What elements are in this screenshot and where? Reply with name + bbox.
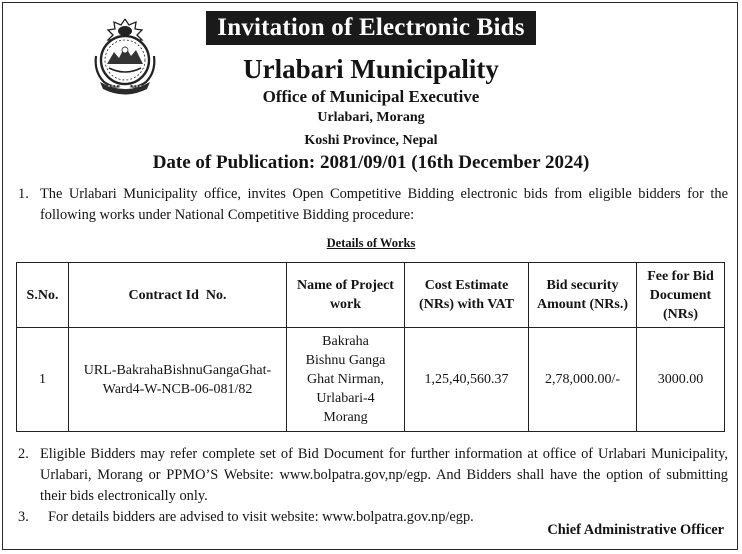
header-project-name: Name of Project work (287, 263, 405, 328)
municipality-name: Urlabari Municipality (243, 54, 499, 84)
address-line-1: Urlabari, Morang (317, 110, 425, 125)
header-bid-security: Bid security Amount (NRs.) (529, 263, 637, 328)
cell-fee: 3000.00 (637, 328, 725, 432)
header-fee: Fee for Bid Document (NRs) (637, 263, 725, 328)
note-number: 2. (18, 446, 29, 462)
works-table (16, 262, 725, 432)
office-name: Office of Municipal Executive (262, 87, 480, 106)
cell-sno: 1 (17, 328, 69, 432)
header-sno: S.No. (17, 263, 69, 328)
works-table-caption: Details of Works (326, 236, 416, 250)
note-paragraph-2 (18, 444, 728, 507)
note-text: Eligible Bidders may refer complete set of Bid Document for further information at office of Urlabari Municipality, Urlabari, Morang or PPMO’S Website: www.bolpatra.gov,np/egp. And Bidders shall have the option of submitting their bids electronically only. (40, 446, 728, 504)
note-number: 3. (18, 509, 29, 525)
note-text: For details bidders are advised to visit website: www.bolpatra.gov.np/egp. (48, 509, 474, 525)
intro-number: 1. (18, 186, 29, 202)
table-row (17, 328, 725, 432)
intro-paragraph (18, 184, 728, 226)
cell-contract-id: URL-BakrahaBishnuGangaGhat-Ward4-W-NCB-06-081/82 (69, 328, 287, 432)
cell-bid-security: 2,78,000.00/- (529, 328, 637, 432)
table-header-row (17, 263, 725, 328)
intro-text: The Urlabari Municipality office, invites Open Competitive Bidding electronic bids from eligible bidders for the following works under National Competitive Bidding procedure: (40, 186, 728, 223)
header-contract-id: Contract Id No. (69, 263, 287, 328)
publication-date: Date of Publication: 2081/09/01 (16th December 2024) (152, 152, 590, 173)
signoff-title: Chief Administrative Officer (547, 522, 724, 538)
header-cost-estimate: Cost Estimate (NRs) with VAT (405, 263, 529, 328)
notice-banner-title: Invitation of Electronic Bids (206, 11, 536, 45)
cell-cost-estimate: 1,25,40,560.37 (405, 328, 529, 432)
cell-project-name: Bakraha Bishnu Ganga Ghat Nirman, Urlabari-4 Morang (287, 328, 405, 432)
address-line-2: Koshi Province, Nepal (304, 133, 438, 148)
